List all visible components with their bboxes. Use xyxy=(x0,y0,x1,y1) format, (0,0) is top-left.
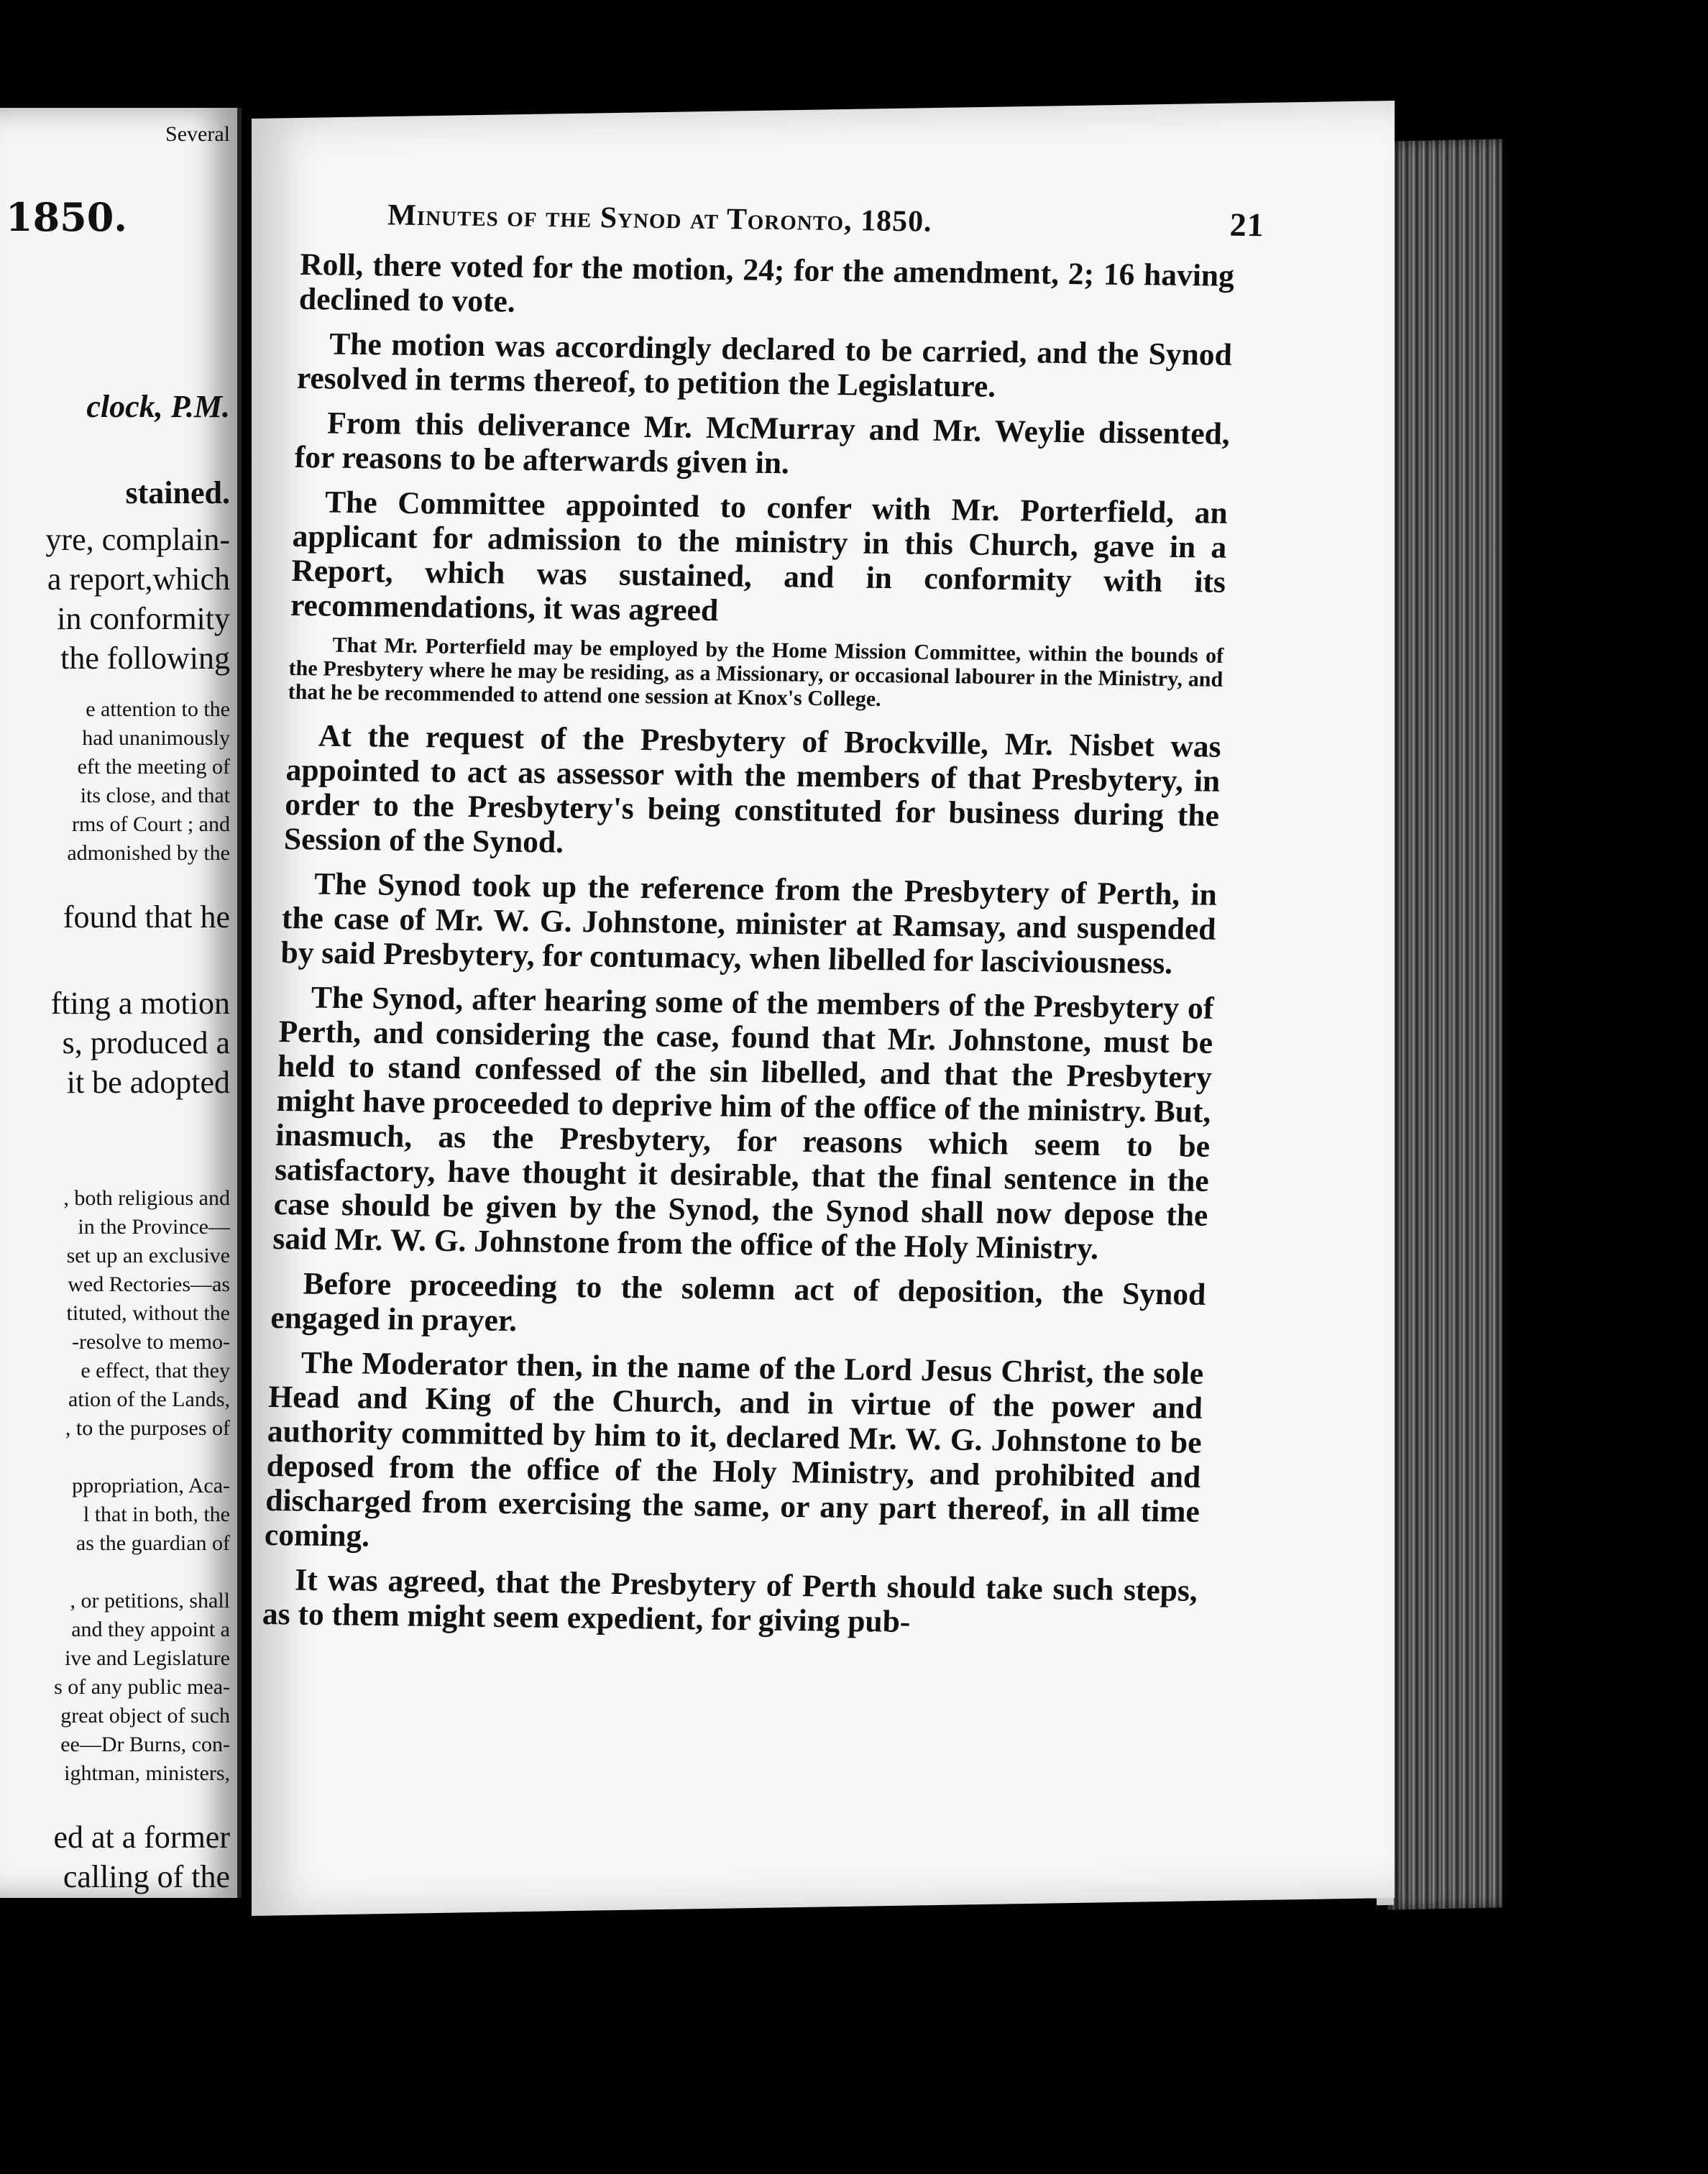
left-page-line: fting a motion xyxy=(50,986,230,1021)
left-page-line: l that in both, the xyxy=(83,1503,230,1526)
left-page-line: wed Rectories—as xyxy=(68,1272,230,1296)
left-page-line: great object of such xyxy=(60,1704,230,1728)
left-facing-page xyxy=(0,108,242,1898)
paragraph xyxy=(296,326,1232,407)
left-page-line: its close, and that xyxy=(80,784,230,807)
left-page-line: ppropriation, Aca- xyxy=(72,1474,230,1498)
left-page-line: had unanimously xyxy=(82,726,230,750)
paragraph-text: It was agreed, that the Presbytery of Perth should take such steps, as to them might seem expedient, for giving pub- xyxy=(262,1562,1198,1640)
paragraph-indent xyxy=(289,651,332,652)
left-page-line: set up an exclusive xyxy=(66,1244,230,1267)
paragraph-text: The Synod took up the reference from the Presbytery of Perth, in the case of Mr. W. G. Johnstone, minister at Ramsay, and suspended by said Presbytery, for contumacy, when libelled for lasciviousness. xyxy=(280,866,1218,981)
paragraph xyxy=(264,1345,1204,1564)
left-page-line: stained. xyxy=(125,475,230,510)
paragraph-indent xyxy=(269,1372,300,1373)
left-page-line: as the guardian of xyxy=(75,1531,230,1555)
paragraph xyxy=(298,247,1234,328)
paragraph xyxy=(294,405,1230,486)
left-page-line: a report,which xyxy=(47,561,230,597)
left-page-line: s of any public mea- xyxy=(54,1675,230,1699)
paragraph xyxy=(290,485,1228,634)
paragraph-text: That Mr. Porterfield may be employed by the Home Mission Committee, within the bounds of the Presbytery where he may be residing, as a Missionary, or occasional labourer in the Ministry, and that he be recommended to attend one session at Knox's College. xyxy=(288,633,1224,712)
left-page-line: ation of the Lands, xyxy=(68,1388,230,1411)
left-page-line: e effect, that they xyxy=(81,1359,230,1382)
right-page xyxy=(252,101,1395,1916)
page-edges xyxy=(1387,139,1502,1909)
left-page-line: clock, P.M. xyxy=(86,389,230,424)
left-page-line: in the Province— xyxy=(78,1215,230,1239)
paragraph-text: The Synod, after hearing some of the members of the Presbytery of Perth, and considering the case, found that Mr. Johnstone, must be held to stand confessed of the sin libelled, and that the Presbytery might have proceeded to deprive him of the office of the ministry. But, inasmuch, as the Presbytery, for reasons which seem to be satisfactory, have thought it desirable, that the final sentence in the case should be given by the Synod, the Synod shall now depose the said Mr. W. G. Johnstone from the office of the Holy Ministry. xyxy=(272,980,1215,1267)
running-title: Minutes of the Synod at Toronto, 1850. xyxy=(387,198,933,239)
left-page-line: e attention to the xyxy=(86,697,230,721)
left-page-line: found that he xyxy=(63,899,230,935)
paragraph-text: The motion was accordingly declared to be carried, and the Synod resolved in terms thereof, to petition the Legislature. xyxy=(296,326,1233,404)
left-page-line: , or petitions, shall xyxy=(70,1589,230,1613)
paragraph-text: At the request of the Presbytery of Brockville, Mr. Nisbet was appointed to act as assessor with the members of that Presbytery, in order to the Presbytery's being constituted for business during the Session of the Synod. xyxy=(283,718,1222,860)
left-page-line: in conformity xyxy=(57,601,230,636)
paragraph xyxy=(283,718,1221,868)
paragraph-text: The Moderator then, in the name of the Lord Jesus Christ, the sole Head and King of the Church, and in virtue of the power and authority committed by him to it, declared Mr. W. G. Johnstone to be deposed from the office of the Holy Ministry, and prohibited and discharged from exercising the same, or any part thereof, in all time coming. xyxy=(264,1345,1204,1554)
left-page-header: 1850. xyxy=(6,194,128,240)
left-page-line: -resolve to memo- xyxy=(72,1330,230,1354)
left-page-line: and they appoint a xyxy=(71,1618,230,1641)
left-page-line: ed at a former xyxy=(53,1820,230,1855)
page-content xyxy=(262,197,1265,1653)
paragraph xyxy=(270,1266,1206,1347)
left-page-line: , to the purposes of xyxy=(65,1416,230,1440)
paragraph xyxy=(272,980,1214,1267)
paragraph-text: Roll, there voted for the motion, 24; for the amendment, 2; 16 having declined to vote. xyxy=(298,247,1235,319)
left-page-line: the following xyxy=(60,641,230,676)
body-text xyxy=(262,247,1234,1643)
left-page-line: ightman, ministers, xyxy=(64,1761,230,1785)
block-quote xyxy=(288,633,1223,715)
paragraph-indent xyxy=(271,1293,303,1294)
left-page-line: ee—Dr Burns, con- xyxy=(60,1733,230,1756)
left-page-line: yre, complain- xyxy=(45,522,230,557)
paragraph-indent xyxy=(293,512,325,513)
left-page-line: Several xyxy=(165,122,230,146)
left-page-line: ive and Legislature xyxy=(65,1646,230,1670)
paragraph-indent xyxy=(280,1007,311,1008)
paragraph xyxy=(280,866,1218,981)
left-page-line: eft the meeting of xyxy=(77,755,230,779)
paragraph-indent xyxy=(295,433,327,434)
paragraph xyxy=(262,1562,1198,1643)
left-page-line: s, produced a xyxy=(62,1025,230,1060)
page-number: 21 xyxy=(1229,206,1265,244)
paragraph-text: Before proceeding to the solemn act of deposition, the Synod engaged in prayer. xyxy=(270,1266,1206,1339)
paragraph-text: The Committee appointed to confer with Mr. Porterfield, an applicant for admission to the ministry in this Church, gave in a Report, which was sustained, and in conformity with its recommendations, it was agreed xyxy=(290,485,1229,628)
left-page-line: calling of the xyxy=(63,1859,230,1894)
left-page-line: admonished by the xyxy=(67,841,230,865)
left-page-line: tituted, without the xyxy=(66,1301,230,1325)
left-page-line: it be adopted xyxy=(66,1065,230,1100)
left-page-line: , both religious and xyxy=(63,1186,230,1210)
paragraph-text: From this deliverance Mr. McMurray and Mr. Weylie dissented, for reasons to be afterwards given in. xyxy=(294,405,1231,481)
left-page-line: rms of Court ; and xyxy=(72,812,230,836)
